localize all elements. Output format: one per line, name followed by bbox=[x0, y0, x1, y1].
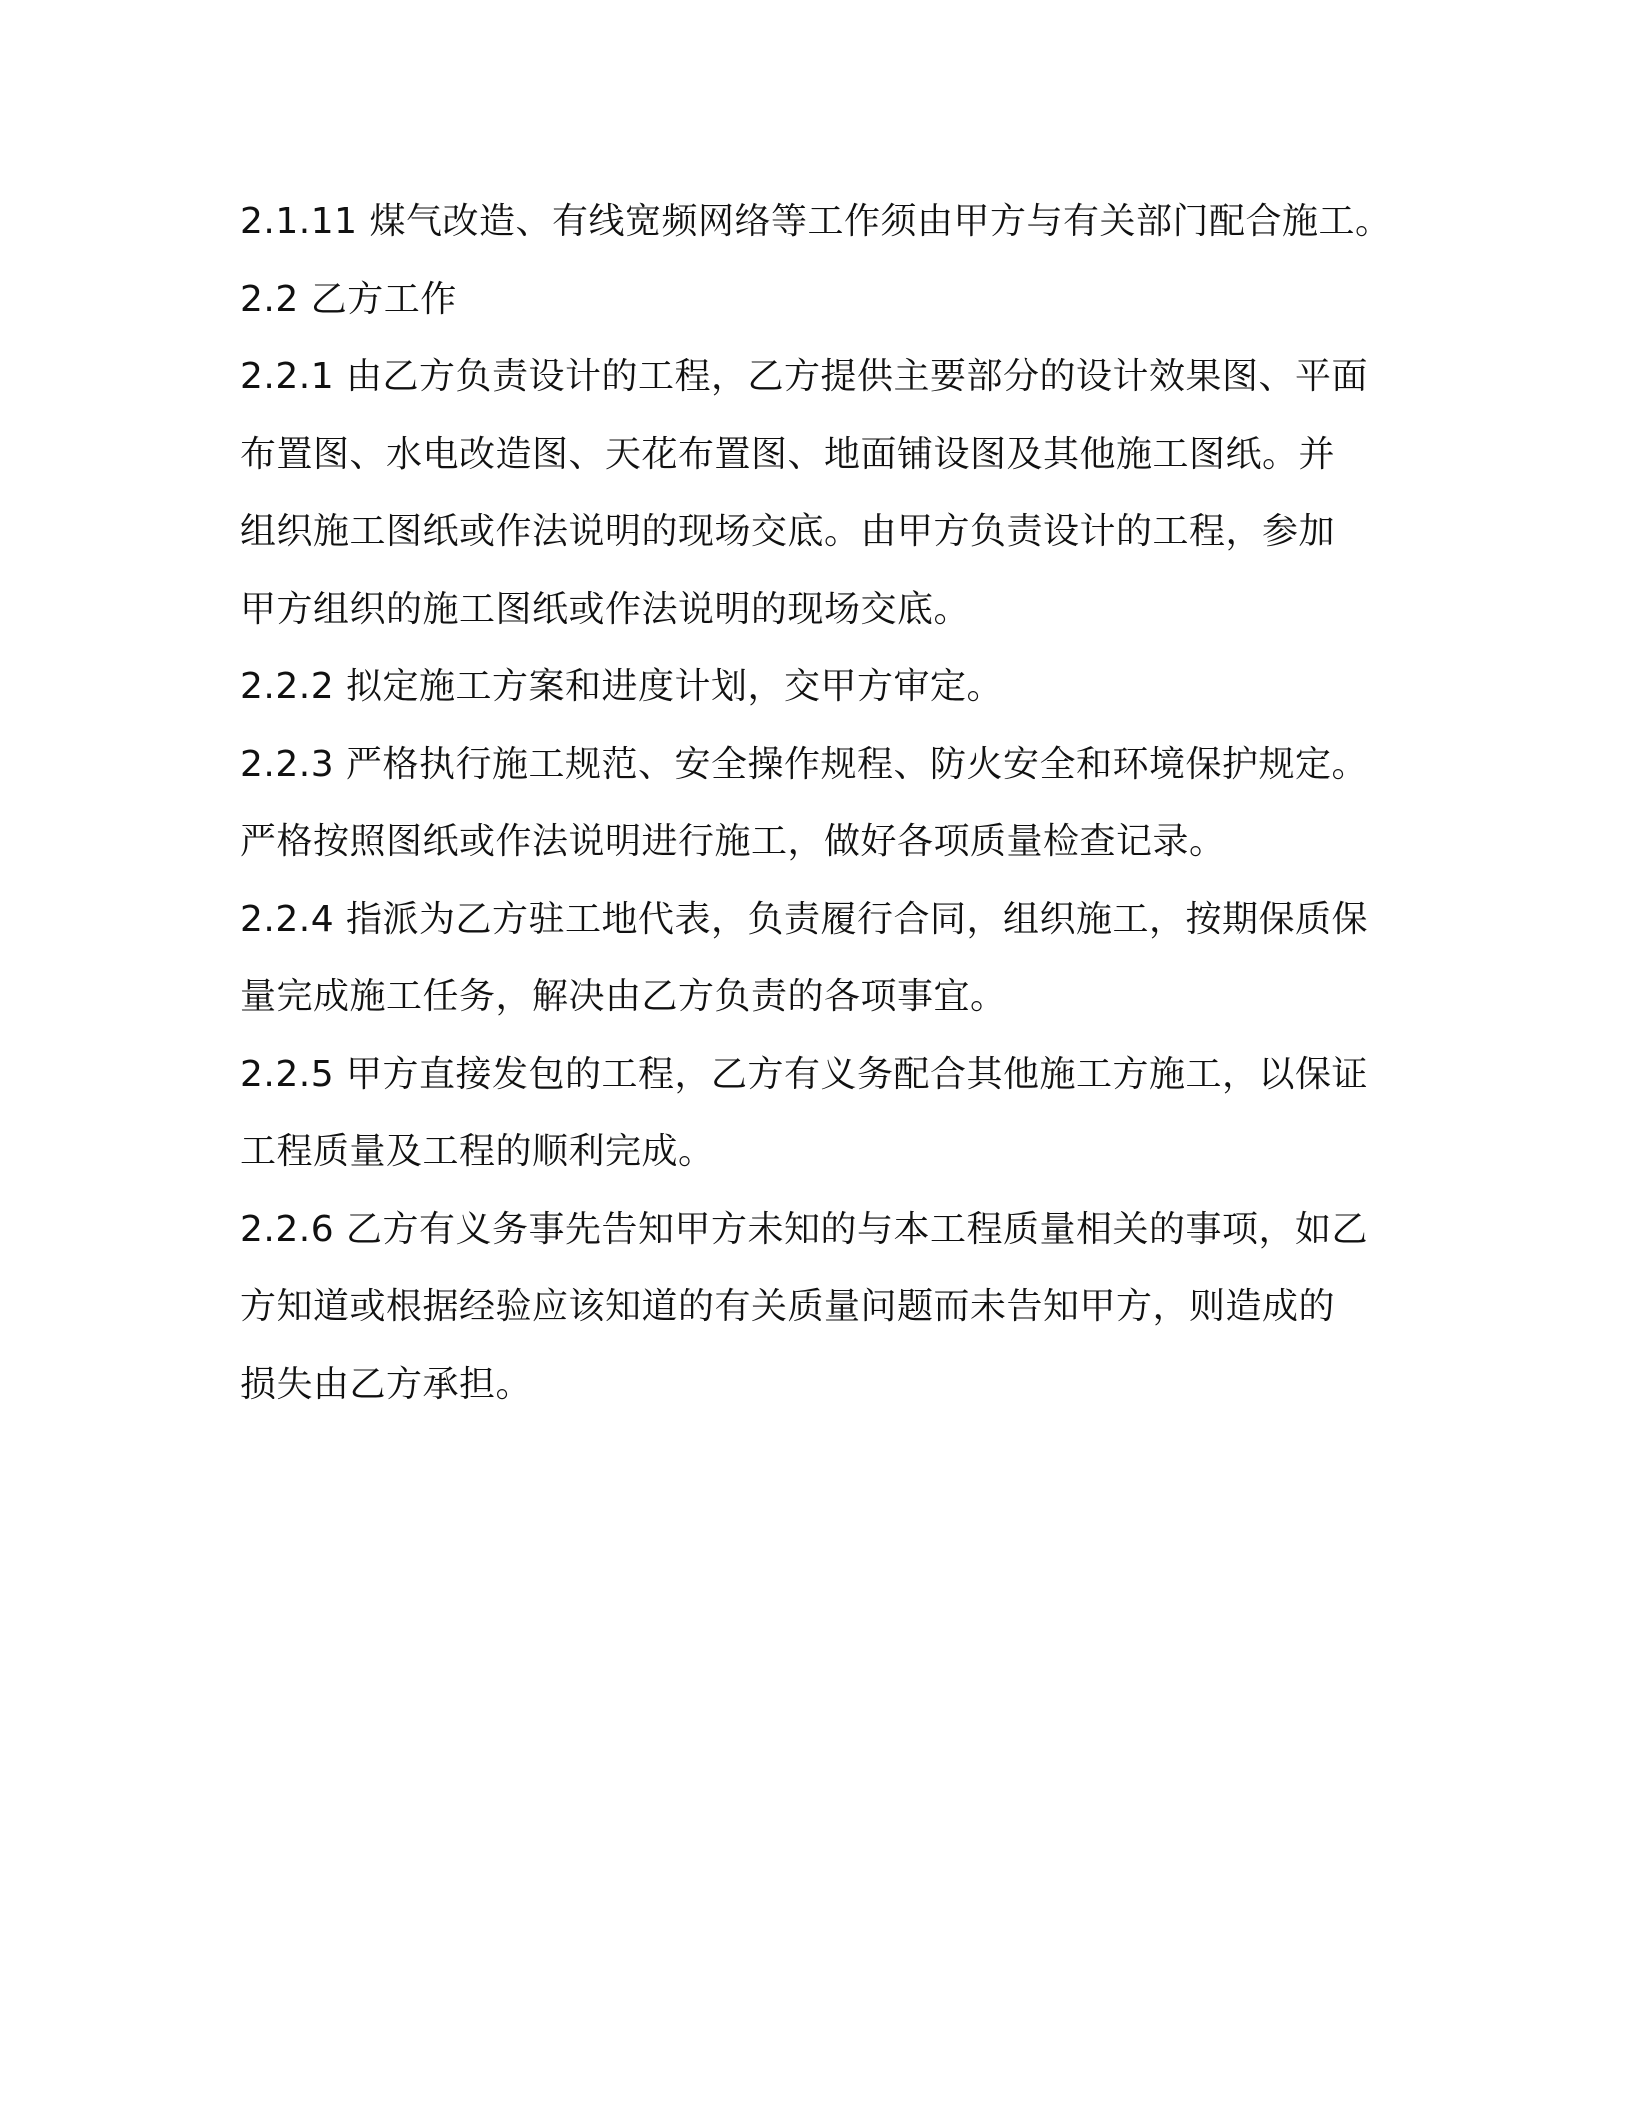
section-heading-2-2: 2.2 乙方工作 bbox=[240, 278, 457, 320]
clause-2-2-6-line-2: 方知道或根据经验应该知道的有关质量问题而未告知甲方，则造成的 bbox=[240, 1286, 1336, 1327]
clause-2-2-5-line-2: 工程质量及工程的顺利完成。 bbox=[240, 1131, 715, 1172]
clause-2-2-6-line-3: 损失由乙方承担。 bbox=[240, 1363, 533, 1405]
clause-2-2-1-line-1: 2.2.1 由乙方负责设计的工程，乙方提供主要部分的设计效果图、平面 bbox=[240, 356, 1369, 397]
clause-2-2-2: 2.2.2 拟定施工方案和进度计划，交甲方审定。 bbox=[240, 666, 1004, 707]
clause-2-2-4-line-1: 2.2.4 指派为乙方驻工地代表，负责履行合同，组织施工，按期保质保 bbox=[240, 898, 1369, 940]
clause-2-2-1-line-3: 组织施工图纸或作法说明的现场交底。由甲方负责设计的工程，参加 bbox=[240, 511, 1336, 552]
clause-2-1-11: 2.1.11 煤气改造、有线宽频网络等工作须由甲方与有关部门配合施工。 bbox=[240, 201, 1392, 242]
clause-2-2-1-line-2: 布置图、水电改造图、天花布置图、地面铺设图及其他施工图纸。并 bbox=[240, 433, 1336, 475]
clause-2-2-4-line-2: 量完成施工任务，解决由乙方负责的各项事宜。 bbox=[240, 976, 1007, 1017]
clause-2-2-5-line-1: 2.2.5 甲方直接发包的工程，乙方有义务配合其他施工方施工，以保证 bbox=[240, 1053, 1369, 1095]
clause-2-2-6-line-1: 2.2.6 乙方有义务事先告知甲方未知的与本工程质量相关的事项，如乙 bbox=[240, 1208, 1369, 1250]
clause-2-2-1-line-4: 甲方组织的施工图纸或作法说明的现场交底。 bbox=[240, 588, 971, 630]
document-body bbox=[240, 183, 1400, 1423]
clause-2-2-3-line-2: 严格按照图纸或作法说明进行施工，做好各项质量检查记录。 bbox=[240, 821, 1226, 862]
clause-2-2-3-line-1: 2.2.3 严格执行施工规范、安全操作规程、防火安全和环境保护规定。 bbox=[240, 743, 1369, 785]
